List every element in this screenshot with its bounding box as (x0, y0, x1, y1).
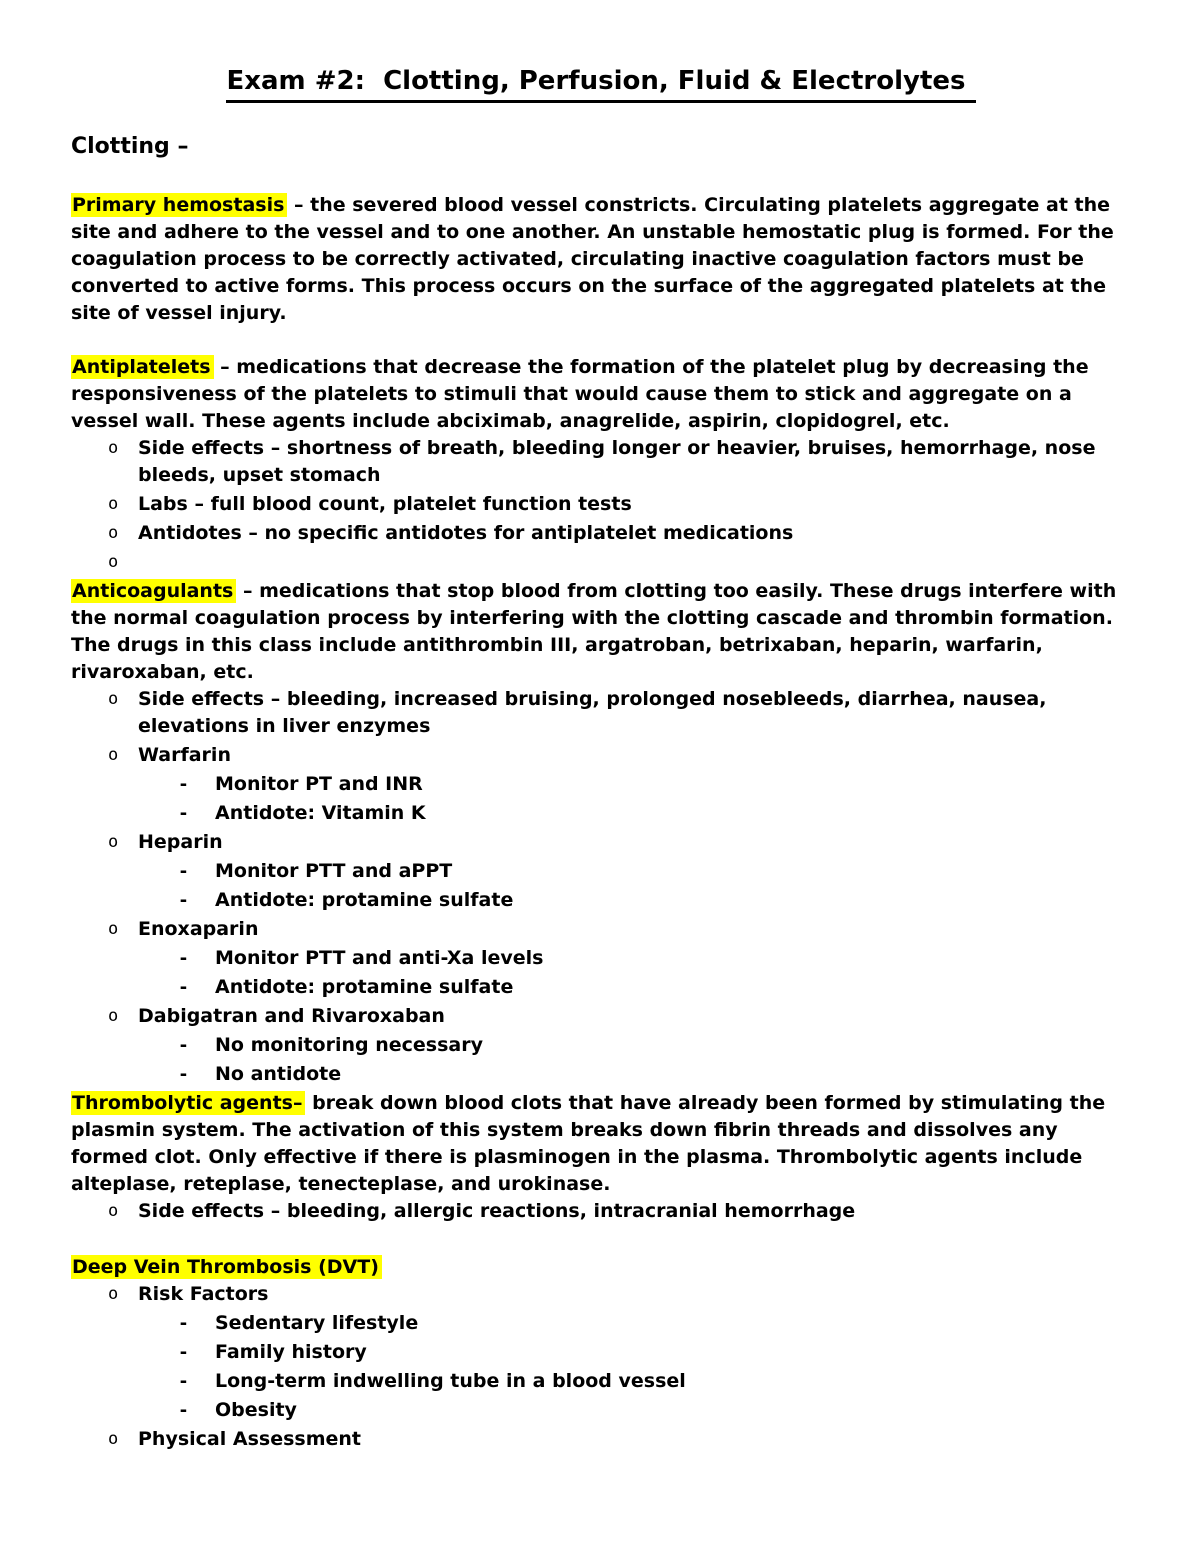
list-item-text: Monitor PTT and anti-Xa levels (215, 947, 544, 969)
bullet-marker: - (178, 774, 189, 795)
list-item (71, 491, 1131, 518)
list-item-text: Antidote: protamine sulfate (215, 889, 514, 911)
list-item-text: Monitor PT and INR (215, 773, 423, 795)
paragraph (71, 1254, 1131, 1281)
list-item (71, 1003, 1131, 1030)
paragraph-text: break down blood clots that have already been formed by stimulating the plasmin system. The activation of this system breaks down fibrin threads and dissolves any formed clot. Only effective if there is plasminogen in the plasma. Thrombolytic agents include alteplase, reteplase, tenecteplase, and urokinase. (71, 1092, 1106, 1195)
highlighted-term: Deep Vein Thrombosis (DVT) (71, 1255, 382, 1279)
sub-list-item (71, 1310, 1131, 1337)
paragraph (71, 1090, 1131, 1198)
list-item-text: Warfarin (138, 744, 231, 766)
page-title (71, 64, 1131, 103)
bullet-marker: o (108, 1429, 119, 1449)
list-item-text: Long-term indwelling tube in a blood vessel (215, 1370, 686, 1392)
list-item-text: Heparin (138, 831, 223, 853)
list-item-text: Enoxaparin (138, 918, 259, 940)
bullet-marker: o (108, 494, 119, 514)
list-item (71, 1281, 1131, 1308)
list-item-text: Dabigatran and Rivaroxaban (138, 1005, 445, 1027)
list-item-text: Side effects – shortness of breath, bleeding longer or heavier, bruises, hemorrhage, nose bleeds, upset stomach (138, 437, 1096, 486)
list-item-text: Family history (215, 1341, 367, 1363)
list-item (71, 1426, 1131, 1453)
document-body (71, 192, 1131, 1453)
bullet-marker: o (108, 689, 119, 709)
list-item-text: Physical Assessment (138, 1428, 361, 1450)
bullet-list (71, 1198, 1131, 1225)
list-item (71, 435, 1131, 489)
highlighted-term: Thrombolytic agents– (71, 1091, 305, 1115)
list-item-text: Antidote: protamine sulfate (215, 976, 514, 998)
bullet-marker: - (178, 890, 189, 911)
list-item-text: Obesity (215, 1399, 297, 1421)
bullet-marker: - (178, 948, 189, 969)
list-item (71, 916, 1131, 943)
sub-list-item (71, 1397, 1131, 1424)
bullet-marker: - (178, 1064, 189, 1085)
list-item (71, 829, 1131, 856)
section-heading: Clotting – (71, 134, 189, 159)
bullet-marker: o (108, 919, 119, 939)
sub-list-item (71, 1368, 1131, 1395)
highlighted-term: Antiplatelets (71, 355, 214, 379)
list-item (71, 742, 1131, 769)
sub-list-item (71, 771, 1131, 798)
sub-list-item (71, 1032, 1131, 1059)
list-item (71, 549, 1131, 576)
sub-list-item (71, 887, 1131, 914)
paragraph-text: – medications that stop blood from clotting too easily. These drugs interfere with the normal coagulation process by interfering with the clotting cascade and thrombin formation. The drugs in this class include antithrombin III, argatroban, betrixaban, heparin, warfarin, rivaroxaban, etc. (71, 580, 1117, 683)
paragraph (71, 578, 1131, 686)
sub-list-item (71, 800, 1131, 827)
bullet-marker: o (108, 523, 119, 543)
list-item (71, 520, 1131, 547)
sub-list-item (71, 1339, 1131, 1366)
bullet-list (71, 686, 1131, 1088)
bullet-marker: - (178, 803, 189, 824)
bullet-marker: - (178, 1035, 189, 1056)
list-item (71, 1198, 1131, 1225)
list-item-text: Sedentary lifestyle (215, 1312, 419, 1334)
list-item-text: Side effects – bleeding, allergic reactions, intracranial hemorrhage (138, 1200, 856, 1222)
sub-list-item (71, 945, 1131, 972)
bullet-marker: - (178, 1313, 189, 1334)
bullet-marker: o (108, 1201, 119, 1221)
blank-line (71, 1227, 1131, 1254)
list-item-text: Side effects – bleeding, increased bruising, prolonged nosebleeds, diarrhea, nausea, elevations in liver enzymes (138, 688, 1047, 737)
bullet-marker: - (178, 861, 189, 882)
bullet-marker: - (178, 1371, 189, 1392)
bullet-marker: o (108, 1006, 119, 1026)
bullet-list (71, 1281, 1131, 1453)
list-item-text: Risk Factors (138, 1283, 269, 1305)
sub-list-item (71, 974, 1131, 1001)
bullet-marker: - (178, 1400, 189, 1421)
list-item-text: No monitoring necessary (215, 1034, 483, 1056)
bullet-marker: o (108, 1284, 119, 1304)
list-item-text: No antidote (215, 1063, 342, 1085)
list-item-text: Monitor PTT and aPPT (215, 860, 453, 882)
paragraph (71, 192, 1131, 327)
page-title-text: Exam #2: Clotting, Perfusion, Fluid & Electrolytes (226, 64, 975, 103)
bullet-marker: o (108, 745, 119, 765)
paragraph-text: – medications that decrease the formation of the platelet plug by decreasing the responsiveness of the platelets to stimuli that would cause them to stick and aggregate on a vessel wall. These agents include abciximab, anagrelide, aspirin, clopidogrel, etc. (71, 356, 1089, 432)
paragraph-text: – the severed blood vessel constricts. Circulating platelets aggregate at the site and adhere to the vessel and to one another. An unstable hemostatic plug is formed. For the coagulation process to be correctly activated, circulating inactive coagulation factors must be converted to active forms. This process occurs on the surface of the aggregated platelets at the site of vessel injury. (71, 194, 1114, 324)
bullet-marker: - (178, 1342, 189, 1363)
blank-line (71, 327, 1131, 354)
list-item-text: Antidote: Vitamin K (215, 802, 426, 824)
list-item-text: Antidotes – no specific antidotes for antiplatelet medications (138, 522, 794, 544)
list-item (71, 686, 1131, 740)
paragraph (71, 354, 1131, 435)
highlighted-term: Anticoagulants (71, 579, 236, 603)
sub-list-item (71, 1061, 1131, 1088)
bullet-list (71, 435, 1131, 576)
highlighted-term: Primary hemostasis (71, 193, 287, 217)
bullet-marker: - (178, 977, 189, 998)
bullet-marker: o (108, 832, 119, 852)
bullet-marker: o (108, 552, 119, 572)
sub-list-item (71, 858, 1131, 885)
list-item-text: Labs – full blood count, platelet function tests (138, 493, 632, 515)
bullet-marker: o (108, 438, 119, 458)
